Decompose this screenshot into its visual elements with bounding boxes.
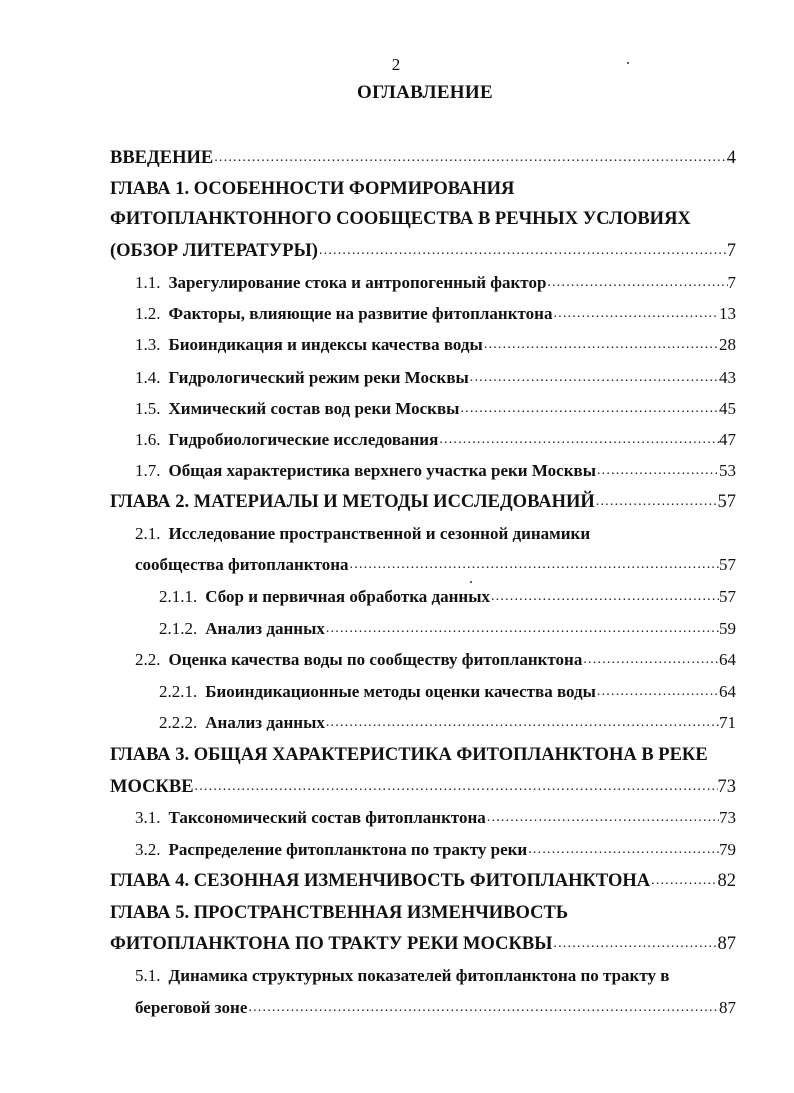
toc-chapter-2[interactable] (110, 487, 736, 517)
toc-section-number: 1.5. (135, 399, 161, 418)
toc-section-number: 2.1.2. (159, 619, 198, 638)
toc-section-1-6[interactable] (135, 425, 736, 455)
toc-chapter-5-line-1[interactable]: ГЛАВА 5. ПРОСТРАНСТВЕННАЯ ИЗМЕНЧИВОСТЬ (110, 903, 569, 923)
leader-dots (194, 772, 718, 802)
toc-section-number: 1.2. (135, 304, 161, 323)
toc-entry-text: Сбор и первичная обработка данных (205, 587, 490, 606)
leader-dots (483, 330, 719, 360)
toc-page-number: 82 (717, 871, 736, 891)
leader-dots (582, 645, 719, 675)
toc-chapter-1-line-2[interactable]: ФИТОПЛАНКТОННОГО СООБЩЕСТВА В РЕЧНЫХ УСЛОВИЯХ (110, 209, 691, 229)
toc-entry-text: береговой зоне (135, 998, 248, 1017)
leader-dots (486, 803, 719, 833)
toc-section-number: 1.1. (135, 273, 161, 292)
toc-section-number: 2.2.2. (159, 713, 198, 732)
toc-chapter-4[interactable] (110, 866, 736, 896)
toc-chapter-1-line-1[interactable]: ГЛАВА 1. ОСОБЕННОСТИ ФОРМИРОВАНИЯ (110, 179, 515, 199)
toc-entry-text: Анализ данных (205, 713, 325, 732)
toc-section-number: 1.4. (135, 368, 161, 387)
toc-section-2-1-2[interactable] (159, 614, 736, 644)
toc-entry-text: Оценка качества воды по сообществу фитопланктона (168, 650, 583, 669)
toc-entry-text: Исследование пространственной и сезонной динамики (168, 524, 591, 543)
leader-dots (325, 614, 719, 644)
toc-section-number: 1.7. (135, 461, 161, 480)
toc-section-number: 2.2. (135, 650, 161, 669)
toc-entry-text: Таксономический состав фитопланктона (168, 808, 486, 827)
toc-page-number: 57 (717, 492, 736, 512)
toc-page-number: 64 (719, 682, 736, 701)
leader-dots (650, 866, 717, 896)
scan-speck (627, 62, 629, 64)
toc-page-number: 71 (719, 713, 736, 732)
toc-section-1-5[interactable] (135, 394, 736, 424)
toc-section-1-7[interactable] (135, 456, 736, 486)
toc-page-number: 13 (719, 304, 736, 323)
toc-chapter-5-line-2[interactable] (110, 929, 736, 959)
toc-entry-text: сообщества фитопланктона (135, 555, 349, 574)
toc-entry-text: (ОБЗОР ЛИТЕРАТУРЫ) (110, 241, 318, 261)
toc-entry-text: Биоиндикационные методы оценки качества воды (205, 682, 596, 701)
toc-section-2-1-1[interactable] (159, 582, 736, 612)
toc-section-3-1[interactable] (135, 803, 736, 833)
leader-dots (459, 394, 719, 424)
toc-entry-text: Гидрологический режим реки Москвы (168, 368, 469, 387)
toc-section-number: 3.1. (135, 808, 161, 827)
toc-section-1-2[interactable] (135, 299, 736, 329)
toc-entry-text: ВВЕДЕНИЕ (110, 148, 214, 168)
toc-entry-text: Гидробиологические исследования (168, 430, 439, 449)
leader-dots (596, 456, 719, 486)
leader-dots (552, 929, 717, 959)
toc-page-number: 87 (719, 998, 736, 1017)
toc-page-number: 7 (727, 273, 736, 292)
toc-section-2-2-1[interactable] (159, 677, 736, 707)
leader-dots (596, 677, 719, 707)
toc-chapter-3-line-2[interactable] (110, 772, 736, 802)
leader-dots (325, 708, 719, 738)
toc-page-number: 45 (719, 399, 736, 418)
toc-entry-text: Анализ данных (205, 619, 325, 638)
toc-section-number: 1.6. (135, 430, 161, 449)
toc-section-1-1[interactable] (135, 268, 736, 298)
toc-section-1-4[interactable] (135, 363, 736, 393)
toc-entry-text: МОСКВЕ (110, 777, 194, 797)
toc-page-number: 53 (719, 461, 736, 480)
toc-entry-text: ГЛАВА 2. МАТЕРИАЛЫ И МЕТОДЫ ИССЛЕДОВАНИЙ (110, 492, 595, 512)
toc-page-number: 57 (719, 555, 736, 574)
toc-section-number: 2.1.1. (159, 587, 198, 606)
toc-section-number: 2.1. (135, 524, 161, 543)
toc-section-3-2[interactable] (135, 835, 736, 865)
toc-entry-text: Распределение фитопланктона по тракту реки (168, 840, 528, 859)
toc-section-2-1-line-2[interactable] (135, 550, 736, 580)
toc-entry-text: Зарегулирование стока и антропогенный фактор (168, 273, 547, 292)
toc-chapter-3-line-1[interactable]: ГЛАВА 3. ОБЩАЯ ХАРАКТЕРИСТИКА ФИТОПЛАНКТОНА В РЕКЕ (110, 745, 708, 765)
toc-chapter-1-line-3[interactable] (110, 236, 736, 266)
leader-dots (527, 835, 719, 865)
leader-dots (438, 425, 719, 455)
toc-entry-text: Биоиндикация и индексы качества воды (168, 335, 483, 354)
toc-entry-introduction[interactable] (110, 143, 736, 173)
toc-page-number: 43 (719, 368, 736, 387)
toc-section-number: 3.2. (135, 840, 161, 859)
toc-page-number: 28 (719, 335, 736, 354)
toc-page-number: 64 (719, 650, 736, 669)
leader-dots (595, 487, 718, 517)
leader-dots (469, 363, 719, 393)
toc-entry-text: ГЛАВА 4. СЕЗОННАЯ ИЗМЕНЧИВОСТЬ ФИТОПЛАНКТОНА (110, 871, 651, 891)
leader-dots (318, 236, 727, 266)
leader-dots (247, 993, 719, 1023)
toc-entry-text: Химический состав вод реки Москвы (168, 399, 460, 418)
toc-page-number: 7 (726, 241, 736, 261)
leader-dots (546, 268, 727, 298)
toc-section-2-1-line-1[interactable] (135, 519, 590, 549)
toc-section-1-3[interactable] (135, 330, 736, 360)
toc-section-5-1-line-2[interactable] (135, 993, 736, 1023)
toc-section-5-1-line-1[interactable] (135, 961, 669, 991)
toc-page-number: 47 (719, 430, 736, 449)
toc-page-number: 73 (719, 808, 736, 827)
toc-entry-text: Динамика структурных показателей фитопланктона по тракту в (168, 966, 670, 985)
page-number: 2 (391, 55, 401, 74)
leader-dots (490, 582, 719, 612)
leader-dots (349, 550, 719, 580)
toc-page-number: 87 (717, 934, 736, 954)
leader-dots (552, 299, 719, 329)
toc-page-number: 57 (719, 587, 736, 606)
toc-page-number: 73 (717, 777, 736, 797)
toc-page-number: 4 (726, 148, 736, 168)
toc-section-number: 2.2.1. (159, 682, 198, 701)
toc-page-number: 59 (719, 619, 736, 638)
toc-page-number: 79 (719, 840, 736, 859)
leader-dots (213, 143, 727, 173)
toc-section-2-2[interactable] (135, 645, 736, 675)
toc-title: ОГЛАВЛЕНИЕ (357, 82, 493, 103)
toc-entry-text: Факторы, влияющие на развитие фитопланктона (168, 304, 553, 323)
toc-entry-text: ФИТОПЛАНКТОНА ПО ТРАКТУ РЕКИ МОСКВЫ (110, 934, 553, 954)
toc-section-2-2-2[interactable] (159, 708, 736, 738)
toc-section-number: 1.3. (135, 335, 161, 354)
toc-entry-text: Общая характеристика верхнего участка реки Москвы (168, 461, 596, 480)
toc-section-number: 5.1. (135, 966, 161, 985)
